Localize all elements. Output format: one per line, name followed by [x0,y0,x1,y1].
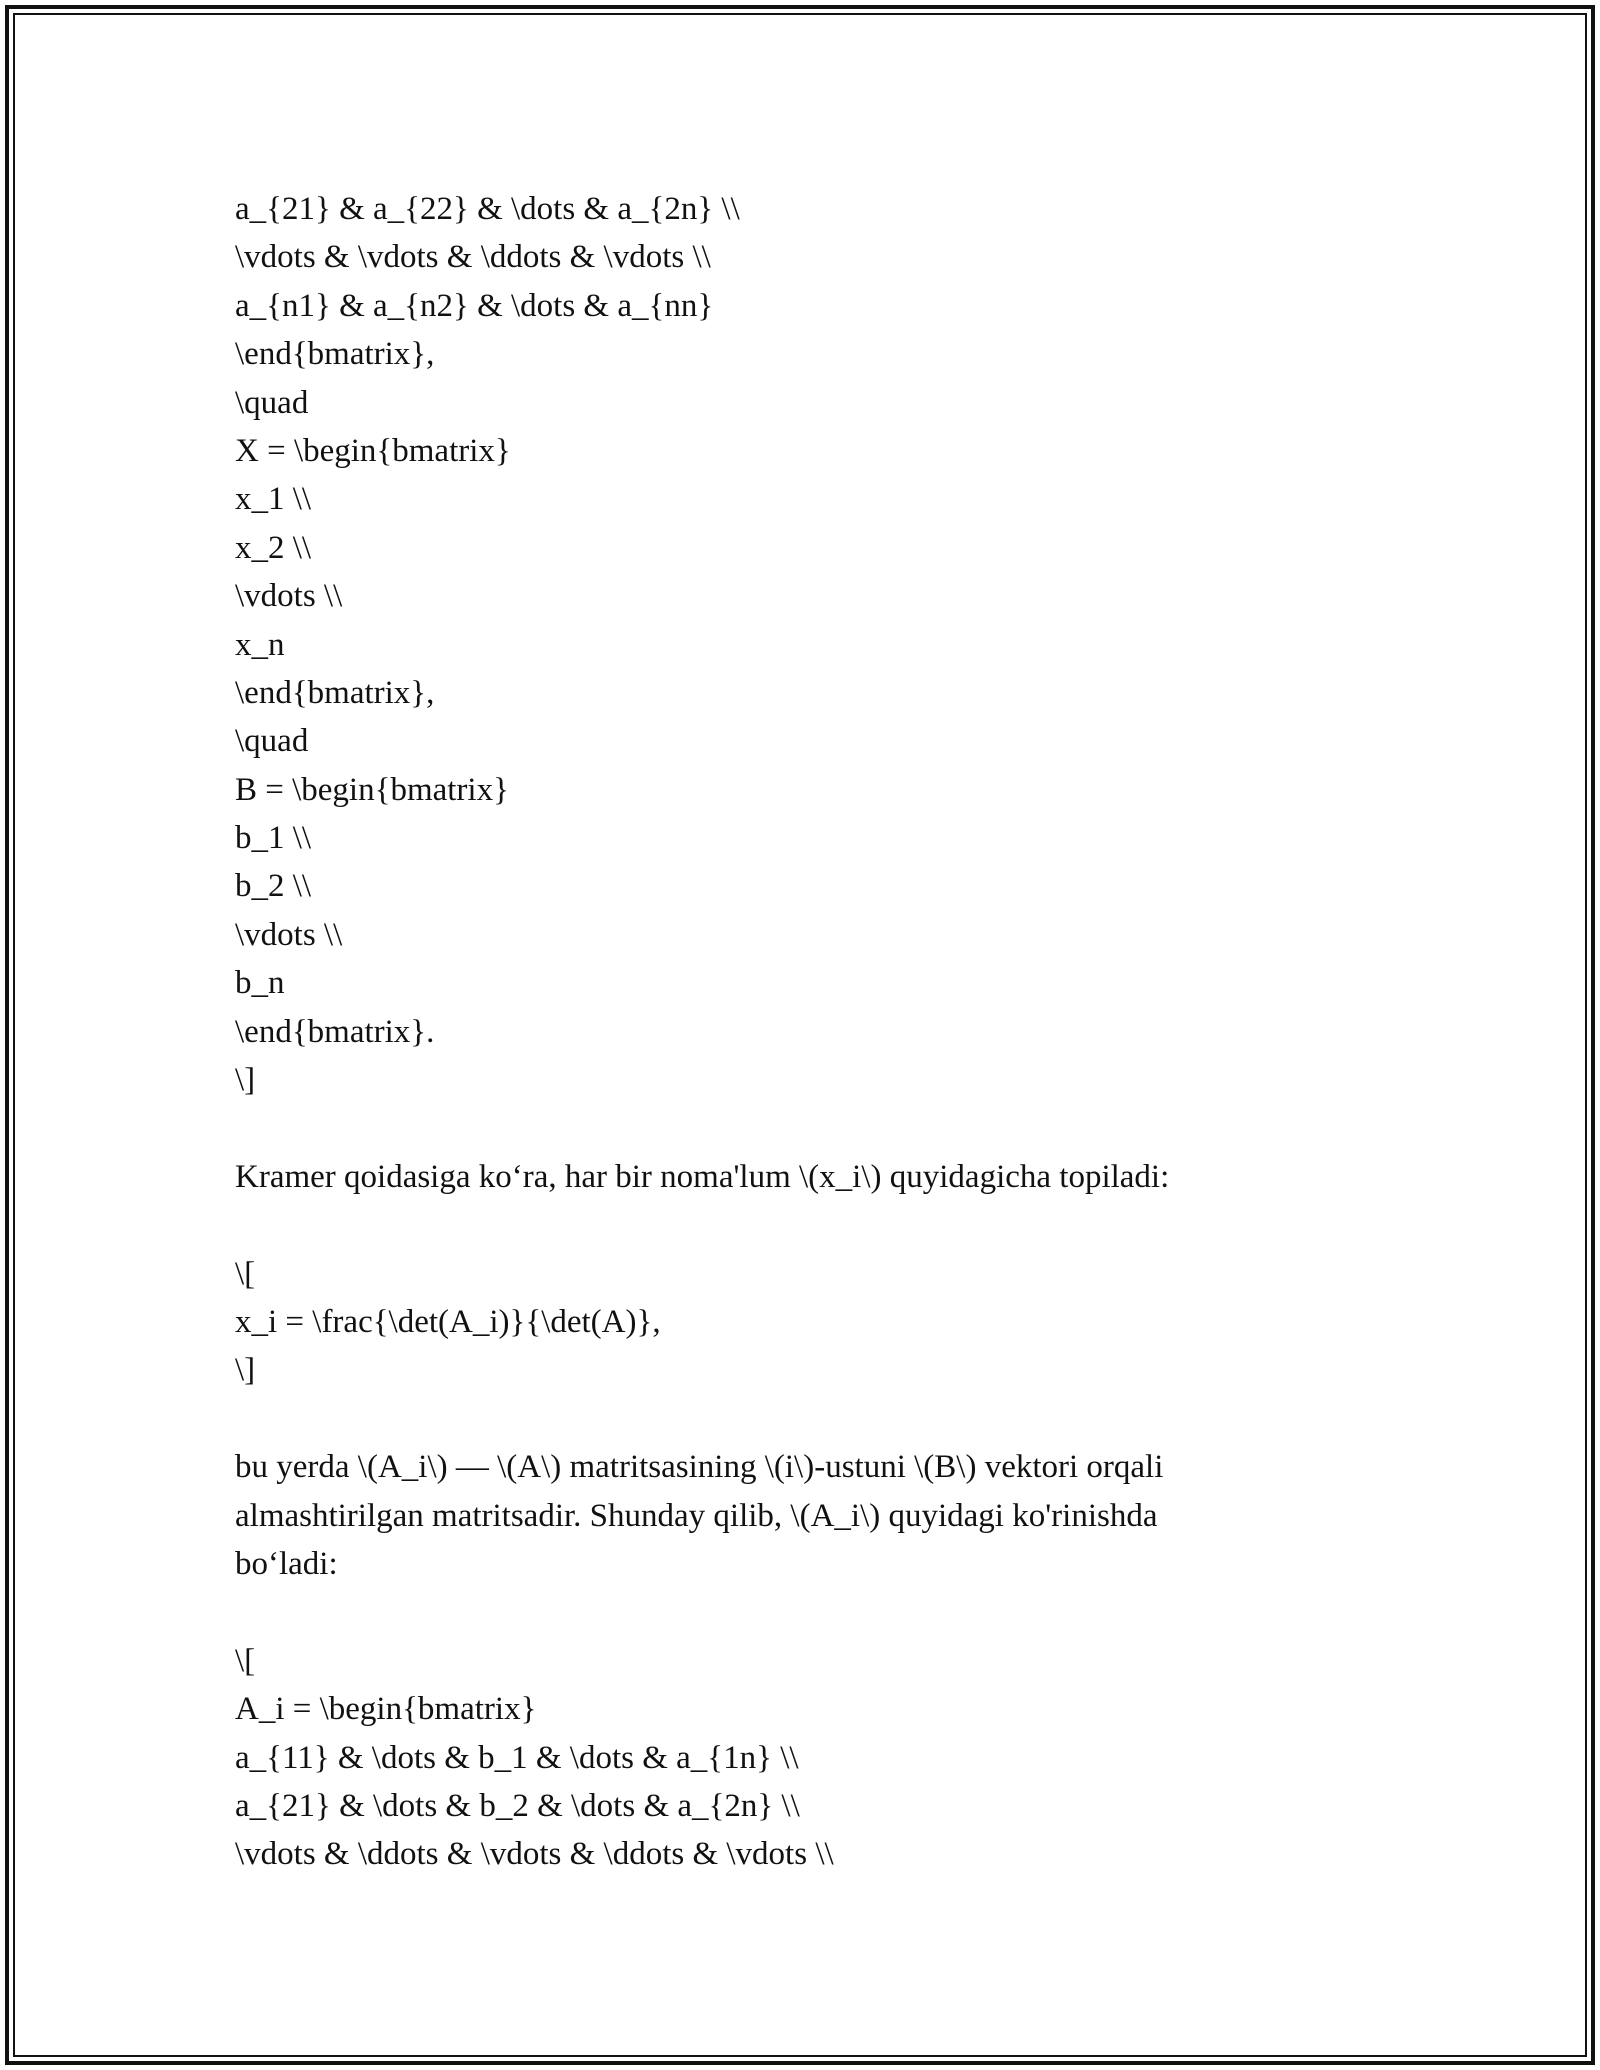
paragraph-kramer-rule: Kramer qoidasiga ko‘ra, har bir noma'lum \(x_i\) quyidagicha topiladi: [235,1158,1170,1195]
paragraph-line: bo‘ladi: [235,1545,338,1582]
latex-line: A_i = \begin{bmatrix} [235,1691,537,1728]
blank-line [235,1588,1365,1636]
latex-line: B = \begin{bmatrix} [235,771,509,808]
latex-line: a_{n1} & a_{n2} & \dots & a_{nn} [235,287,714,324]
latex-line: \vdots & \vdots & \ddots & \vdots \\ [235,239,711,276]
latex-line: \[ [235,1642,256,1679]
latex-line: x_i = \frac{\det(A_i)}{\det(A)}, [235,1303,661,1340]
latex-line: \quad [235,723,309,760]
latex-line: b_1 \\ [235,820,312,857]
paragraph-line: bu yerda \(A_i\) — \(A\) matritsasining \(i\)-ustuni \(B\) vektori orqali [235,1449,1164,1486]
latex-line: \vdots & \ddots & \vdots & \ddots & \vdots \\ [235,1836,834,1873]
latex-block-formula [235,1250,1365,1395]
blank-line [235,1201,1365,1249]
latex-line: \] [235,1352,256,1389]
latex-line: \end{bmatrix}, [235,674,435,711]
blank-line [235,1395,1365,1443]
latex-line: b_2 \\ [235,868,312,905]
latex-line: \[ [235,1255,256,1292]
latex-line: \vdots \\ [235,916,343,953]
paragraph-line: almashtirilgan matritsadir. Shunday qilib, \(A_i\) quyidagi ko'rinishda [235,1497,1158,1534]
latex-line: a_{11} & \dots & b_1 & \dots & a_{1n} \\ [235,1739,799,1776]
latex-line: \vdots \\ [235,578,343,615]
latex-line: X = \begin{bmatrix} [235,432,511,469]
blank-line [235,1104,1365,1152]
latex-line: \] [235,1062,256,1099]
latex-line: \end{bmatrix}. [235,1013,435,1050]
latex-line: \end{bmatrix}, [235,336,435,373]
latex-line: b_n [235,965,285,1002]
latex-line: x_1 \\ [235,481,312,518]
latex-line: \quad [235,384,309,421]
latex-line: x_2 \\ [235,529,312,566]
paragraph-explanation [235,1443,1365,1588]
latex-line: a_{21} & \dots & b_2 & \dots & a_{2n} \\ [235,1787,800,1824]
latex-block-matrices [235,185,1365,1104]
document-body [235,185,1365,1879]
latex-block-ai-matrix [235,1637,1365,1879]
latex-line: a_{21} & a_{22} & \dots & a_{2n} \\ [235,191,740,227]
latex-line: x_n [235,626,285,663]
